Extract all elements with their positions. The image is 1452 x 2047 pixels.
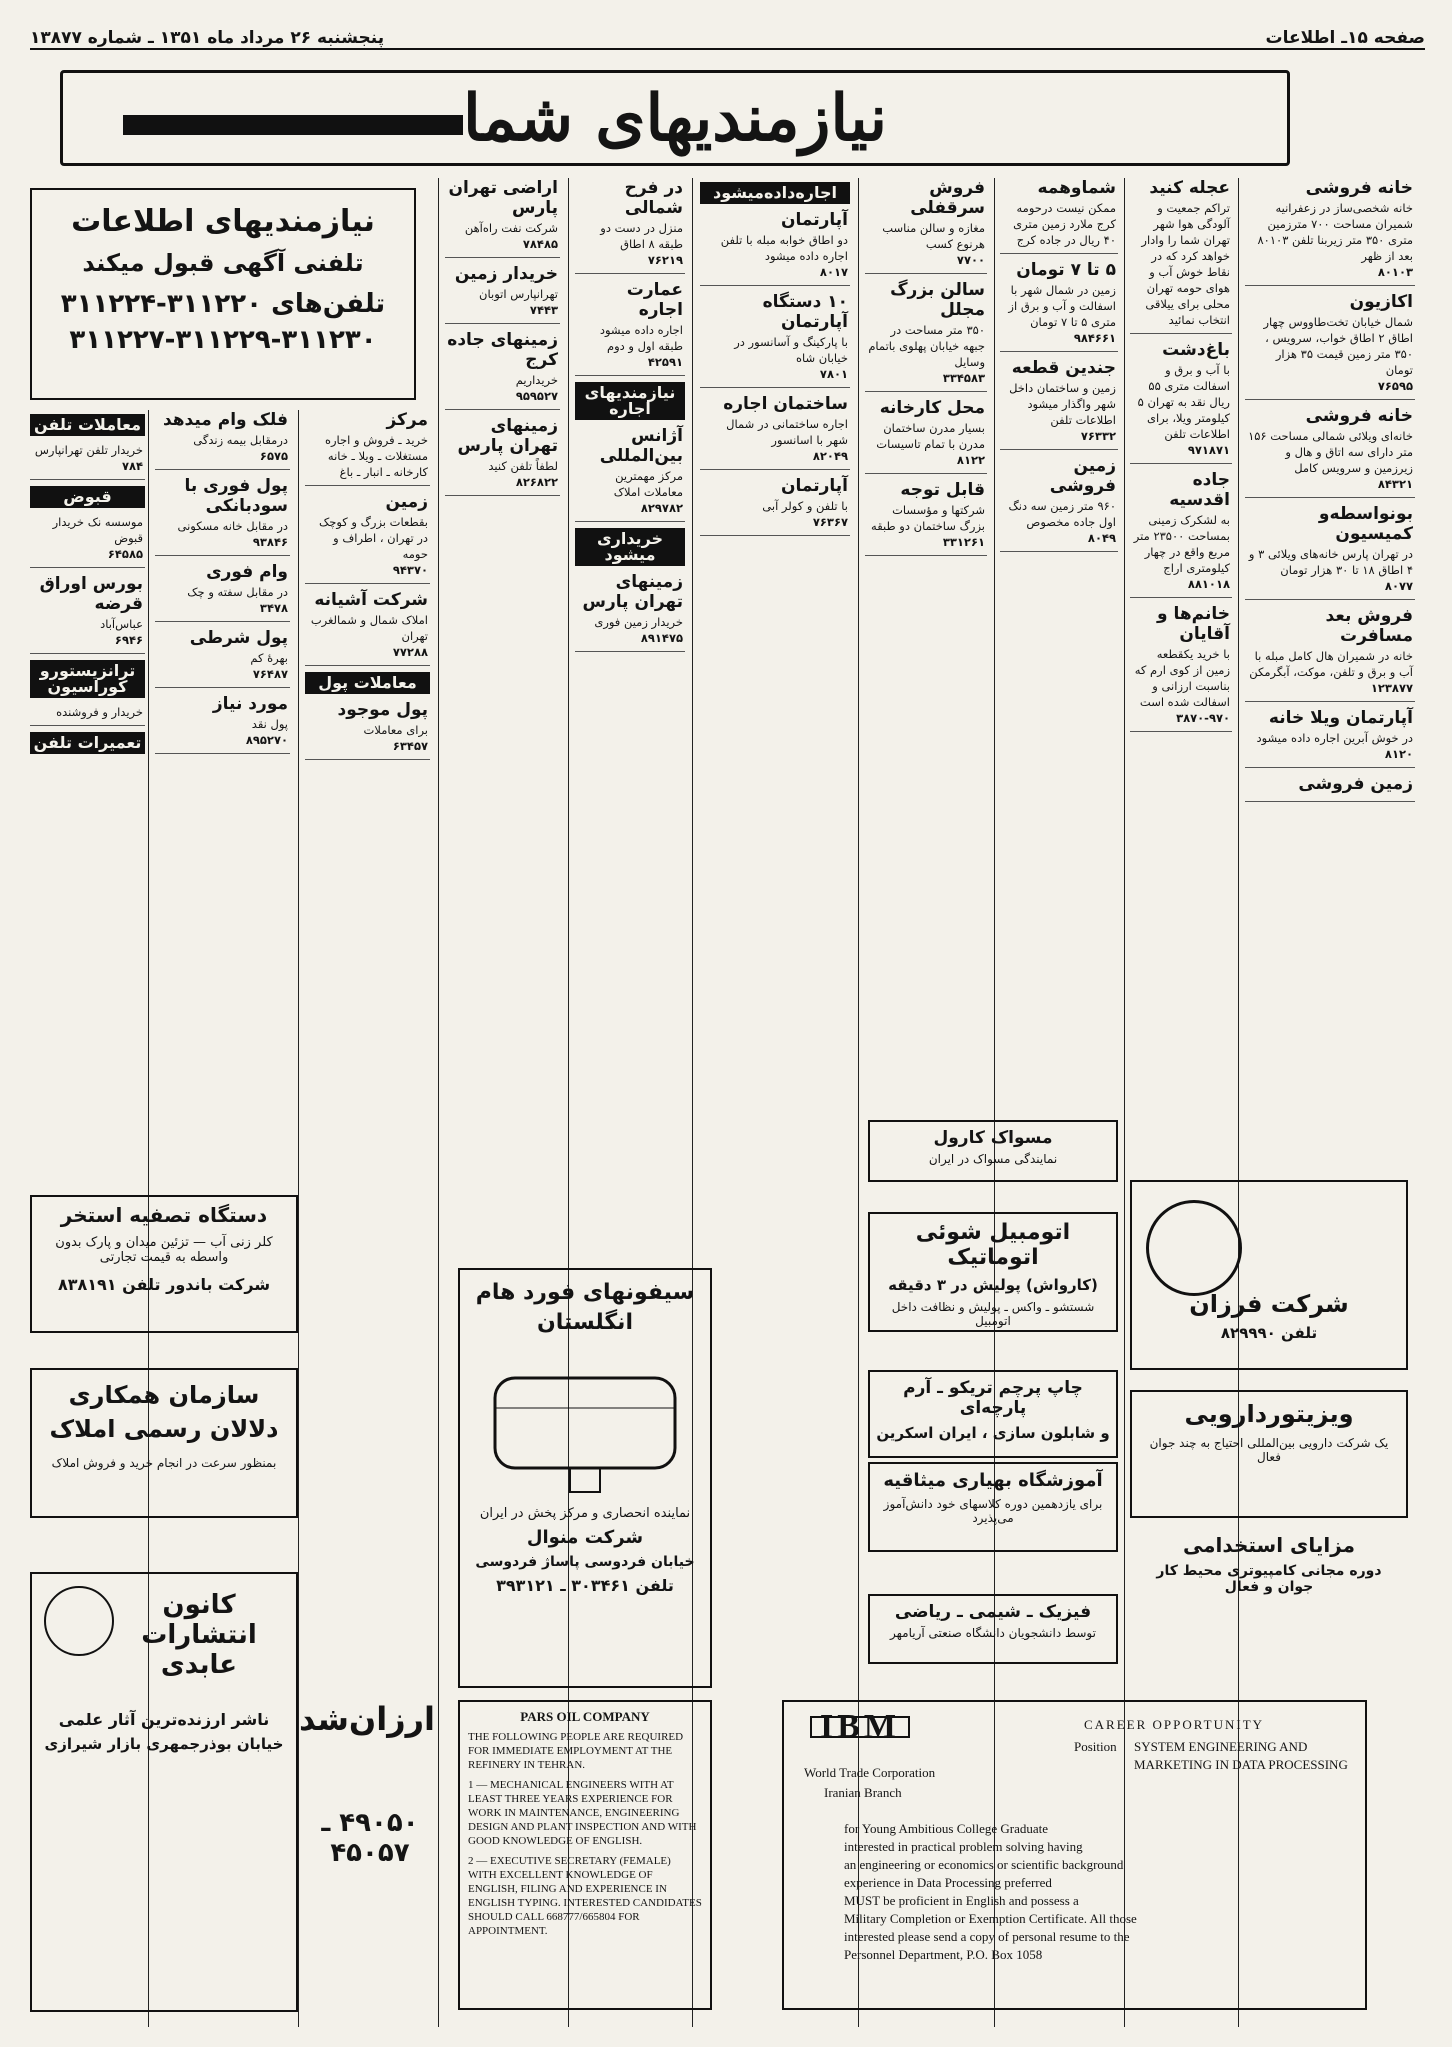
category-header-receipts: قبوض (30, 486, 145, 508)
classified-ad (1245, 178, 1415, 286)
classified-ad (865, 280, 987, 392)
jobs-title: مزایای استخدامی (1182, 1533, 1356, 1557)
ad-phone: ۶۹۴۶ (114, 633, 143, 647)
siphon-phone: تلفن ۳۰۳۴۶۱ ـ ۳۹۳۱۲۱ (496, 1576, 674, 1595)
classified-ad (700, 210, 850, 286)
ad-body: شرکتها و مؤسسات بزرگ ساختمان دو طبقه (871, 503, 985, 533)
realtors-title: سازمان همکاری دلالان رسمی املاک (49, 1381, 279, 1443)
ad-body: تهرانپارس اتوبان (479, 287, 558, 301)
siphon-title: سیفونهای فورد هام انگلستان (475, 1280, 695, 1335)
ad-phone: ۷۶۳۳۲ (1080, 429, 1116, 443)
column-rule (298, 410, 299, 2027)
ad-phone: ۸۰۱۷ (819, 265, 848, 279)
ad-title: اراضی تهران پارس (448, 178, 558, 218)
ad-body: مرکز مهمترین معاملات املاک (613, 469, 683, 499)
arzan-phone: ۴۹۰۵۰ ـ ۴۵۰۵۷ (321, 1808, 419, 1868)
masthead-title: نیازمندیهای شما (462, 81, 888, 156)
masthead-banner (60, 70, 1290, 166)
ad-body: اجاره داده میشود طبقه اول و دوم (599, 323, 683, 353)
category-header-transistor: ترانزیستورو کوراسیون (30, 660, 145, 698)
ad-body: خریداریم (515, 373, 558, 387)
siphon-body: نماینده انحصاری و مرکز پخش در ایران (479, 1506, 691, 1521)
carwash-ad (868, 1212, 1118, 1332)
classified-ad (575, 280, 685, 376)
ad-title: جندین قطعه (1011, 358, 1116, 378)
ad-body: زمین و ساختمان داخل شهر واگذار میشود اطلاعات تلفن (1009, 381, 1116, 427)
classified-ad (30, 574, 145, 654)
classified-ad (445, 330, 560, 410)
tutoring-ad (868, 1594, 1118, 1664)
toothbrush-body: نمایندگی مسواک در ایران (928, 1152, 1058, 1166)
school-title: آموزشگاه بهیاری میثاقیه (883, 1470, 1103, 1491)
ad-body: منزل در دست دو طبقه ۸ اطاق (600, 221, 683, 251)
ad-title: قابل توجه (900, 480, 985, 500)
ad-title: زمین (385, 492, 428, 512)
contact-box-title: نیازمندیهای اطلاعات (71, 204, 375, 239)
ad-body: بقطعات بزرگ و کوچک در تهران ، اطراف و حومه (318, 515, 428, 561)
classified-ad (155, 410, 290, 470)
ad-title: شرکت آشیانه (314, 590, 428, 610)
ad-phone: ۷۶۵۹۵ (1377, 379, 1413, 393)
classified-ad (700, 292, 850, 388)
ad-title: فروش بعد مسافرت (1325, 606, 1413, 646)
ad-body: خانه‌ای ویلائی شمالی مساحت ۱۵۶ متر دارای سه اتاق و هال و زیرزمین و سرویس کامل (1248, 429, 1413, 475)
ad-title: شماوهمه (1037, 178, 1116, 198)
category-header-purchase: خریداری میشود (575, 528, 685, 566)
ad-phone: ۳۸۷۰-۹۷۰ (1176, 711, 1230, 725)
ad-title: آپارتمان (780, 210, 848, 230)
emblem-icon (44, 1586, 114, 1656)
ad-body: در خوش آبرین اجاره داده میشود (1256, 731, 1413, 745)
pars-oil-title: PARS OIL COMPANY (520, 1709, 650, 1724)
ad-title: محل کارخانه (879, 398, 985, 418)
ad-body: اجاره ساختمانی در شمال شهر با اسانسور (726, 417, 848, 447)
ad-title: خانم‌ها و آقایان (1156, 604, 1230, 644)
ad-title: پول موجود (337, 700, 428, 720)
classified-ad (155, 628, 290, 688)
siphon-illustration (475, 1348, 695, 1498)
realtors-ad (30, 1368, 298, 1518)
ad-title: جاده اقدسیه (1169, 470, 1230, 510)
ad-phone: ۳۳۴۵۸۳ (942, 371, 985, 385)
ad-body: پول نقد (251, 717, 288, 731)
classified-ad (445, 178, 560, 258)
ad-body: به لشکرک زمینی بمساحت ۲۳۵۰۰ متر مربع واقع در چهار کیلومتری اراج (1133, 513, 1230, 575)
category-header-rental: اجاره‌داده‌میشود (700, 182, 850, 204)
arzan-ad (298, 1700, 435, 2000)
classified-ad (1245, 606, 1415, 702)
ad-title: مرکز (386, 410, 428, 430)
ad-body: برای معاملات (363, 723, 428, 737)
ad-title: سالن بزرگ مجلل (890, 280, 985, 320)
ad-phone: ۸۰۱۰۳ (1377, 265, 1413, 279)
ad-phone: ۷۸۴۸۵ (522, 237, 558, 251)
ad-title: ساختمان اجاره (723, 394, 848, 414)
gear-logo-icon (1146, 1200, 1242, 1296)
ad-body: املاک شمال و شمالغرب تهران (310, 613, 428, 643)
ad-phone: ۸۲۶۸۲۲ (515, 475, 558, 489)
pars-oil-intro: THE FOLLOWING PEOPLE ARE REQUIRED FOR IMMEDIATE EMPLOYMENT AT THE REFINERY IN TEHRAN. (468, 1731, 684, 1771)
tutoring-title: فیزیک ـ شیمی ـ ریاضی (894, 1602, 1092, 1622)
ad-body: شمال خیابان تخت‌طاووس چهار اطاق ۲ اطاق خواب، سرویس ، ۳۵۰ متر زمین قیمت ۳۵ هزار تومان (1263, 315, 1413, 377)
classified-ad (30, 442, 145, 480)
category-header-phone-deals: معاملات تلفن (30, 414, 145, 436)
ad-title: خریدار زمین (454, 264, 558, 284)
ad-phone: ۸۴۳۲۱ (1377, 477, 1413, 491)
ad-body: خریدار زمین فوری (594, 615, 683, 629)
classified-ad (155, 476, 290, 556)
ad-phone: ۸۱۲۰ (1384, 747, 1413, 761)
ad-body: با تلفن و کولر آبی (762, 499, 848, 513)
ad-title: باغ‌دشت (1162, 340, 1230, 360)
ad-phone: ۸۹۱۴۷۵ (640, 631, 683, 645)
ad-title: فلک وام میدهد (162, 410, 288, 430)
ad-phone: ۷۶۳۶۷ (812, 515, 848, 529)
ad-title: آپارتمان ویلا خانه (1268, 708, 1413, 728)
ad-phone: ۸۹۵۲۷۰ (245, 733, 288, 747)
ad-phone: ۸۲۰۴۹ (812, 449, 848, 463)
siphon-company: شرکت منوال (526, 1527, 644, 1548)
category-header-money: معاملات پول (305, 672, 430, 694)
ad-body: تراکم جمعیت و آلودگی هوا شهر تهران شما را وادار خواهد کرد که در نقاط خوش آب و هوای حومه تهران محلی برای ییلاقی انتخاب نمائید (1141, 201, 1230, 327)
kanoon-title: کانون انتشارات عابدی (141, 1590, 257, 1680)
pars-oil-item-2: 2 — EXECUTIVE SECRETARY (FEMALE) WITH EXCELLENT KNOWLEDGE OF ENGLISH, FILING AND EXPERIENCE IN ENGLISH TYPING. INTERESTED CANDIDATES SHOULD CALL 668777/665804 FOR APPOINTMENT. (468, 1855, 702, 1937)
ad-phone: ۹۵۹۵۲۷ (515, 389, 558, 403)
ad-body: ۹۶۰ متر زمین سه دنگ اول جاده مخصوص (1008, 499, 1116, 529)
classified-ad (1245, 504, 1415, 600)
contact-box-subtitle: تلفنی آگهی قبول میکند (82, 249, 364, 277)
ibm-line: an engineering or economics or scientific background (844, 1857, 1124, 1872)
ad-phone: ۹۴۳۷۰ (392, 563, 428, 577)
toothbrush-ad (868, 1120, 1118, 1182)
classified-ad (1130, 604, 1232, 732)
classified-ad (1245, 292, 1415, 400)
ad-title: ۱۰ دستگاه آپارتمان (762, 292, 848, 332)
ad-body: خریدار و فروشنده (56, 705, 143, 719)
ad-phone: ۸۱۲۲ (956, 453, 985, 467)
school-body: برای یازدهمین دوره کلاسهای خود دانش‌آموز می‌پذیرد (883, 1497, 1103, 1525)
print-body: و شابلون سازی ، ایران اسکرین (876, 1424, 1110, 1442)
category-header-needs: نیازمندیهای اجاره (575, 382, 685, 420)
ibm-line: interested in practical problem solving having (844, 1839, 1083, 1854)
issue-date-line: پنجشنبه ۲۶ مرداد ماه ۱۳۵۱ ـ شماره ۱۳۸۷۷ (30, 28, 385, 48)
print-title: چاپ پرچم تریکو ـ آرم پارچه‌ای (903, 1378, 1083, 1418)
classified-ad (575, 178, 685, 274)
water-filter-title: دستگاه تصفیه استخر (60, 1203, 268, 1227)
ad-phone: ۹۷۱۸۷۱ (1187, 443, 1230, 457)
contact-box (30, 188, 416, 400)
classified-ad (1130, 470, 1232, 598)
ad-title: پول شرطی (189, 628, 288, 648)
ad-title: زمین فروشی (1298, 774, 1413, 794)
ibm-branch: Iranian Branch (824, 1785, 902, 1800)
visitor-ad (1130, 1390, 1408, 1518)
classified-ad (305, 590, 430, 666)
ibm-ad (782, 1700, 1367, 2010)
ad-title: مورد نیاز (212, 694, 288, 714)
classified-ad (575, 426, 685, 522)
classified-ad (305, 492, 430, 584)
ad-title: آپارتمان (780, 476, 848, 496)
carwash-subtitle: (کارواش) پولیش در ۳ دقیقه (888, 1276, 1098, 1294)
water-filter-phone: شرکت باندور تلفن ۸۳۸۱۹۱ (57, 1275, 271, 1294)
ad-body: خرید ـ فروش و اجاره مستغلات ـ ویلا ـ خانه کارخانه ـ انبار ـ باغ (324, 433, 428, 479)
classified-ad (1000, 260, 1118, 352)
ad-phone: ۹۳۸۴۶ (252, 535, 288, 549)
ad-phone: ۷۴۴۳ (529, 303, 558, 317)
ad-title: فروش سرقفلی (910, 178, 985, 218)
visitor-body: یک شرکت دارویی بین‌المللی احتیاج به چند جوان فعال (1149, 1436, 1389, 1464)
arzan-title: ارزان‌شد (298, 1700, 435, 1738)
ad-phone: ۷۷۰۰ (956, 253, 985, 267)
ad-body: درمقابل بیمه زندگی (193, 433, 288, 447)
ibm-line: experience in Data Processing preferred (844, 1875, 1052, 1890)
ad-title: بورس اوراق قرضه (39, 574, 143, 614)
ad-body: ممکن نیست درحومه کرج ملارد زمین متری ۴۰ ریال در جاده کرج (1013, 201, 1116, 247)
ad-body: لطفاً تلفن کنید (488, 459, 558, 473)
farzan-ad (1130, 1180, 1408, 1370)
ad-title: در فرح شمالی (624, 178, 683, 218)
ibm-line: Military Completion or Exemption Certificate. All those (844, 1911, 1137, 1926)
ad-title: بونواسطه‌و کمیسیون (1318, 504, 1413, 544)
ad-title: ۵ تا ۷ تومان (1016, 260, 1116, 280)
ad-body: با خرید یکقطعه زمین از کوی ارم که بناسبت ارزانی و اسفالت شده است (1134, 647, 1230, 709)
ad-title: آژانس بین‌المللی (599, 426, 683, 466)
ad-title: عمارت اجاره (626, 280, 683, 320)
ad-phone: ۶۵۷۵ (259, 449, 288, 463)
tutoring-body: توسط دانشجویان دانشگاه صنعتی آریامهر (890, 1626, 1096, 1640)
classified-ad (1000, 358, 1118, 450)
realtors-body: بمنظور سرعت در انجام خرید و فروش املاک (51, 1456, 277, 1470)
ad-phone: ۷۶۴۸۷ (252, 667, 288, 681)
ad-title: زمینهای تهران پارس (582, 572, 683, 612)
ad-phone: ۳۳۱۲۶۱ (942, 535, 985, 549)
ad-phone: ۸۰۷۷ (1384, 579, 1413, 593)
ad-body: دو اطاق خوابه مبله با تلفن اجاره داده میشود (720, 233, 848, 263)
pars-oil-ad (458, 1700, 712, 2010)
classified-ad (1245, 708, 1415, 768)
farzan-phone: تلفن ۸۲۹۹۹۰ (1220, 1324, 1318, 1342)
school-ad (868, 1462, 1118, 1552)
carwash-body: شستشو ـ واکس ـ پولیش و نظافت داخل اتومبیل (891, 1300, 1095, 1328)
ibm-heading: CAREER OPPORTUNITY (1084, 1717, 1265, 1732)
ad-body: در مقابل سفته و چک (187, 585, 288, 599)
pars-oil-item-1: 1 — MECHANICAL ENGINEERS WITH AT LEAST THREE YEARS EXPERIENCE FOR WORK IN MAINTENANCE, ENGINEERING DESIGN AND PLANT INSPECTION AND WITH GOOD KNOWLEDGE OF ENGLISH. (468, 1779, 697, 1847)
ad-body: در مقابل خانه مسکونی (177, 519, 288, 533)
classified-ad (155, 694, 290, 754)
ad-title: زمینهای تهران پارس (457, 416, 558, 456)
ad-title: وام فوری (206, 562, 288, 582)
ad-body: شرکت نفت راه‌آهن (464, 221, 558, 235)
ibm-line: Personnel Department, P.O. Box 1058 (844, 1947, 1043, 1962)
ad-title: عجله کنید (1149, 178, 1230, 198)
ibm-line: for Young Ambitious College Graduate (844, 1821, 1049, 1836)
ad-title: زمین فروشی (1049, 456, 1116, 496)
ad-phone: ۷۸۴ (121, 459, 143, 473)
contact-box-phones-1: تلفن‌های ۳۱۱۲۲۰-۳۱۱۲۲۴ (60, 289, 386, 319)
ad-title: پول فوری با سودبانکی (184, 476, 288, 516)
ad-phone: ۴۲۵۹۱ (647, 355, 683, 369)
ad-title: اکازیون (1349, 292, 1413, 312)
classified-ad (1000, 456, 1118, 552)
ibm-line: MUST be proficient in English and possess a (844, 1893, 1079, 1908)
ibm-position: SYSTEM ENGINEERING AND MARKETING IN DATA PROCESSING (1134, 1739, 1348, 1772)
classified-ad (865, 178, 987, 274)
ad-phone: ۸۲۹۷۸۲ (640, 501, 683, 515)
jobs-ad (1130, 1525, 1408, 1675)
ad-body: مغازه و سالن مناسب هرنوع کسب (882, 221, 985, 251)
classified-ad (865, 398, 987, 474)
classified-ad (155, 562, 290, 622)
ad-body: موسسه نک خریدار قبوض (52, 515, 143, 545)
ad-phone: ۹۸۴۶۶۱ (1073, 331, 1116, 345)
water-filter-body: کلر زنی آب — تزئین میدان و پارک بدون واسطه به قیمت تجارتی (55, 1235, 273, 1265)
ad-body: در تهران پارس خانه‌های ویلائی ۳ و ۴ اطاق ۱۸ تا ۳۰ هزار تومان (1248, 547, 1413, 577)
ad-title: زمینهای جاده کرج (447, 330, 558, 370)
contact-box-phones-2: ۳۱۱۲۲۷-۳۱۱۲۲۹-۳۱۱۲۳۰ (69, 325, 377, 355)
ad-body: با آب و برق و اسفالت متری ۵۵ ریال نقد به تهران ۵ کیلومتر ویلا، برای اطلاعات تلفن (1137, 363, 1230, 441)
classified-ad (700, 476, 850, 536)
classified-ad (445, 264, 560, 324)
ad-phone: ۶۳۴۵۷ (392, 739, 428, 753)
ad-phone: ۸۸۱۰۱۸ (1187, 577, 1230, 591)
ad-body: بسیار مدرن ساختمان مدرن با تمام تاسیسات (876, 421, 985, 451)
page-label: صفحه ۱۵ـ اطلاعات (1265, 28, 1425, 48)
classified-ad (445, 416, 560, 496)
category-header-repairs: تعمیرات تلفن (30, 732, 145, 754)
classified-ad (305, 410, 430, 486)
classified-ad (1000, 178, 1118, 254)
ad-phone: ۸۰۴۹ (1087, 531, 1116, 545)
ad-body: خانه شخصی‌ساز در زعفرانیه شمیران مساحت ۷۰۰ مترزمین متری ۳۵۰ متر زیربنا تلفن ۸۰۱۰۳ بعد از ظهر (1257, 201, 1413, 263)
ad-phone: ۷۶۲۱۹ (647, 253, 683, 267)
page-header-bar (30, 28, 1425, 50)
jobs-body: دوره مجانی کامپیوتری محیط کار جوان و فعال (1156, 1563, 1382, 1595)
farzan-title: شرکت فرزان (1189, 1290, 1349, 1318)
kanoon-ad (30, 1572, 298, 2012)
ad-phone: ۱۲۳۸۷۷ (1370, 681, 1413, 695)
classified-ad (575, 572, 685, 652)
ibm-body (844, 1820, 1355, 1964)
ad-body: خریدار تلفن تهرانپارس (34, 443, 143, 457)
visitor-title: ویزیتوردارویی (1184, 1400, 1354, 1428)
ad-title: خانه فروشی (1305, 406, 1413, 426)
kanoon-subtitle: ناشر ارزنده‌ترین آثار علمی (58, 1710, 270, 1729)
classified-ad (1130, 178, 1232, 334)
ibm-position-label: Position (1074, 1739, 1117, 1754)
classified-ad (700, 394, 850, 470)
ad-body: عباس‌آباد (100, 617, 143, 631)
ad-phone: ۳۴۷۸ (259, 601, 288, 615)
ad-body: بهرهٔ کم (250, 651, 288, 665)
classified-ad (1245, 774, 1415, 802)
classified-ad (865, 480, 987, 556)
ad-phone: ۶۴۵۸۵ (107, 547, 143, 561)
column-10 (30, 410, 145, 1187)
classified-ad (1245, 406, 1415, 498)
ad-body: زمین در شمال شهر با اسفالت و آب و برق از متری ۵ تا ۷ تومان (1008, 283, 1116, 329)
classified-ad (30, 704, 145, 726)
water-filter-ad (30, 1195, 298, 1333)
ad-title: خانه فروشی (1305, 178, 1413, 198)
ad-body: ۳۵۰ متر مساحت در جبهه خیابان پهلوی باتمام وسایل (868, 323, 985, 369)
ibm-company: World Trade Corporation (804, 1765, 936, 1780)
classified-ad (305, 700, 430, 760)
carwash-title: اتومبیل شوئی اتوماتیک (915, 1220, 1071, 1270)
siphon-address: خیابان فردوسی پاساژ فردوسی (475, 1554, 695, 1570)
ad-body: خانه در شمیران هال کامل مبله با آب و برق و تلفن، موکت، آبگرمکن (1249, 649, 1413, 679)
ibm-logo: IBM (810, 1716, 910, 1738)
classified-ad (1130, 340, 1232, 464)
ibm-line: interested please send a copy of personal resume to the (844, 1929, 1130, 1944)
ad-phone: ۷۷۲۸۸ (392, 645, 428, 659)
ad-body: با پارکینگ و آسانسور در خیابان شاه (734, 335, 848, 365)
ad-phone: ۷۸۰۱ (819, 367, 848, 381)
siphon-ad (458, 1268, 712, 1688)
kanoon-address: خیابان بوذرجمهری بازار شیرازی (44, 1735, 284, 1753)
classified-ad (30, 514, 145, 568)
print-ad (868, 1370, 1118, 1458)
column-rule (438, 178, 439, 2027)
toothbrush-title: مسواک کارول (933, 1128, 1053, 1148)
